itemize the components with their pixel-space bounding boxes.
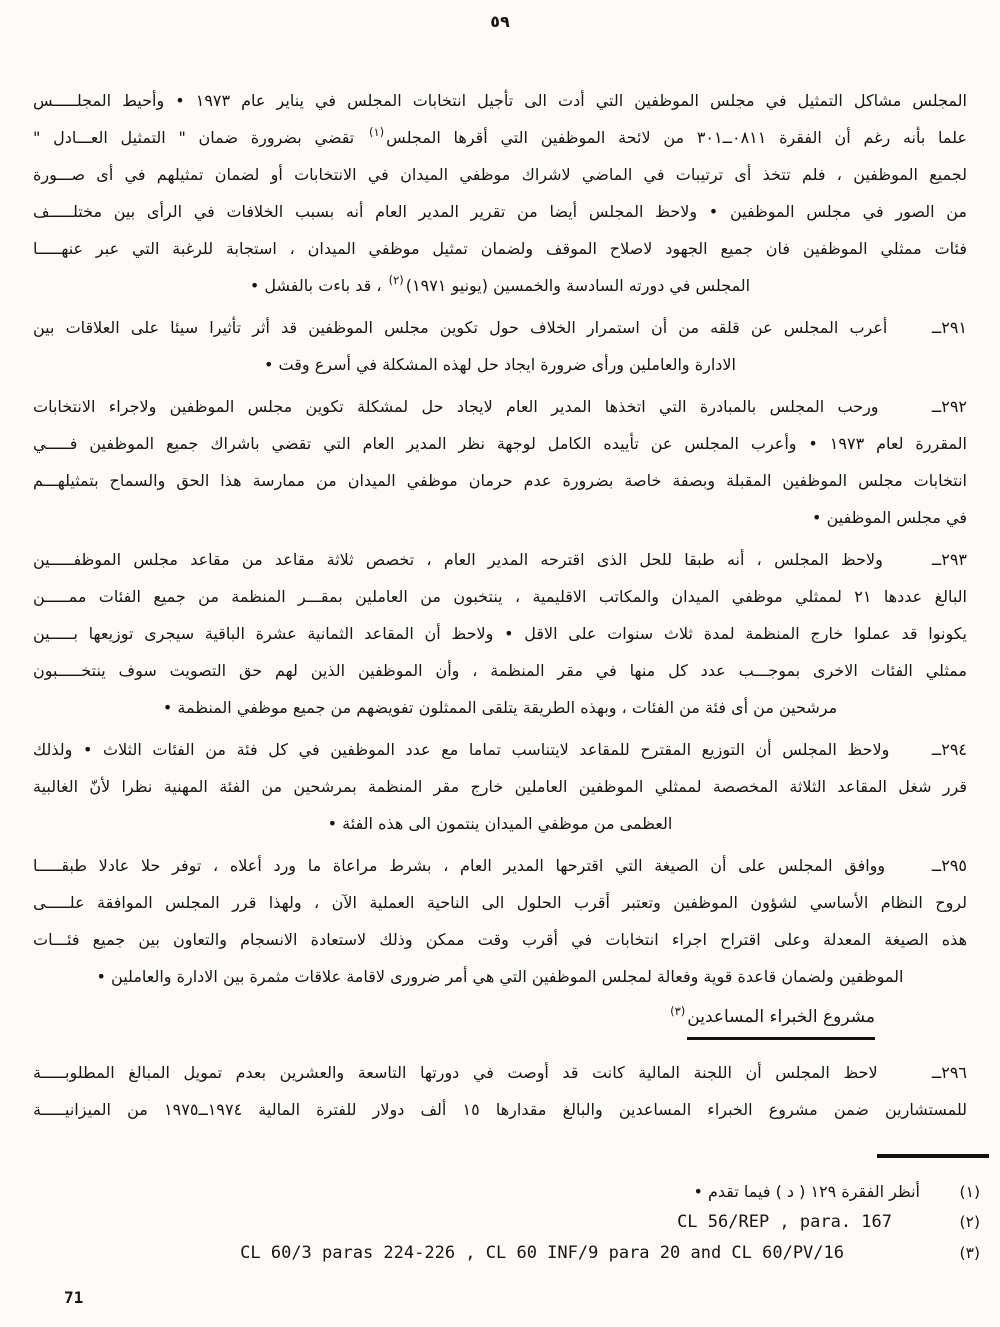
- text-line: البالغ عددها ٢١ لممثلي موظفي الميدان والمكاتب الاقليمية ، ينتخبون من العاملين بمقـــر المنظمة من جميع الفئات ممـــــن: [33, 587, 968, 606]
- text-line: في مجلس الموظفين •: [812, 508, 967, 527]
- text-segment: تقضي بضرورة ضمان " التمثيل العـــادل ": [33, 128, 367, 147]
- text-segment: ، قد باءت بالفشل •: [249, 276, 387, 295]
- text-line: ٢٩٦ــ لاحظ المجلس أن اللجنة المالية كانت قد أوصت في دورتها التاسعة والعشرين بعدم تمويل المبالغ المطلوبـــــة: [33, 1063, 967, 1082]
- text-line: ٢٩٥ــ ووافق المجلس على أن الصيغة التي اقترحها المدير العام ، بشرط مراعاة ما ورد أعلاه ، توفر حلا عادلا طبقـــــا: [33, 856, 967, 875]
- text-segment: علما بأنه رغم أن الفقرة ٠٨١١ــ٣٠١ من لائحة الموظفين التي أقرها المجلس: [386, 128, 968, 147]
- paragraph-295: [33, 847, 967, 995]
- text-line: انتخابات مجلس الموظفين المقبلة وبصفة خاصة بضرورة عدم حرمان موظفي الميدان من ممارسة هذا الحق والسماح بتمثيلهـــم: [33, 471, 967, 490]
- paragraph-291: [33, 309, 967, 383]
- text-line: مرشحين من أى فئة من الفئات ، وبهذه الطريقة يتلقى الممثلون تفويضهم من جميع موظفي المنظمة •: [162, 698, 838, 717]
- text-line: الموظفين ولضمان قاعدة قوية وفعالة لمجلس الموظفين التي هي أمر ضرورى لاقامة علاقات مثمرة بين الادارة والعاملين •: [96, 967, 904, 986]
- text-line: من الصور في مجلس الموظفين • ولاحظ المجلس أيضا من تقرير المدير العام أنه بسبب الخلافات في الرأى بين مختلـــــف: [33, 202, 967, 221]
- text-line: العظمى من موظفي الميدان ينتمون الى هذه الفئة •: [327, 814, 673, 833]
- text-line: ٢٩١ــ أعرب المجلس عن قلقه من أن استمرار الخلاف حول تكوين مجلس الموظفين قد أثر تأثيرا سيئا على العلاقات بين: [33, 318, 967, 337]
- footnote-ref-2: (٢): [388, 273, 404, 287]
- paragraph-296: [33, 1054, 967, 1128]
- text-line: المجلس مشاكل التمثيل في مجلس الموظفين التي أدت الى تأجيل انتخابات المجلس في يناير عام ١٩٧٣ • وأحيط المجلـــــس: [33, 91, 967, 110]
- paragraph-292: [33, 388, 967, 536]
- text-line: ٢٩٤ــ ولاحظ المجلس أن التوزيع المقترح للمقاعد لايتناسب تماما مع عدد الموظفين في كل فئة من الفئات الثلاث • ولذلك: [33, 740, 967, 759]
- footnote-ref-1: (١): [368, 125, 385, 139]
- paragraph-continuation: [33, 82, 967, 304]
- text-line: [33, 267, 967, 304]
- text-line: ممثلي الفئات الاخرى بموجـــب عدد كل منها في مقر المنظمة ، وأن الموظفين الذين لهم حق التصويت سوف ينتخـــــبون: [33, 661, 967, 680]
- footnote-separator: [877, 1154, 989, 1158]
- footnote-3-text: CL 60/3 paras 224-226 , CL 60 INF/9 para 20 and CL 60/PV/16: [240, 1243, 844, 1263]
- text-segment: المجلس في دورته السادسة والخمسين (يونيو ١٩٧١): [405, 276, 751, 295]
- paragraph-294: [33, 731, 967, 842]
- text-line: فئات ممثلي الموظفين فان جميع الجهود لاصلاح الموقف ولضمان تمثيل موظفي الميدان ، استجابة للرغبة التي عبر عنهـــــا: [33, 239, 967, 258]
- section-heading: [33, 1000, 967, 1040]
- footnote-1: [33, 1176, 980, 1207]
- footnote-3: [33, 1238, 980, 1269]
- page-number-bottom: 71: [64, 1288, 84, 1307]
- text-line: ٢٩٣ــ ولاحظ المجلس ، أنه طبقا للحل الذى اقترحه المدير العام ، تخصص ثلاثة مقاعد من مقاعد مجلس الموظفـــــين: [33, 550, 967, 569]
- text-line: ٢٩٢ــ ورحب المجلس بالمبادرة التي اتخذها المدير العام لايجاد حل لمشكلة تكوين مجلس الموظفين ولاجراء الانتخابات: [33, 397, 967, 416]
- paragraph-293: [33, 541, 967, 726]
- text-line: لجميع الموظفين ، فلم تتخذ أى ترتيبات في الماضي لاشراك موظفي الميدان في الانتخابات أو لضمان تمثيلهم في أى صـــورة: [33, 165, 967, 184]
- text-line: [33, 119, 967, 156]
- text-line: يكونوا قد عملوا خارج المنظمة لمدة ثلاث سنوات على الاقل • ولاحظ أن المقاعد الثمانية عشرة الباقية سيجرى توزيعها بـــــين: [33, 624, 967, 643]
- footnote-1-marker: (١): [959, 1183, 980, 1201]
- text-line: هذه الصيغة المعدلة وعلى اقتراح اجراء انتخابات في أقرب وقت ممكن وذلك لاستعادة الانسجام والتعاون بين جميع فئـــات: [33, 930, 967, 949]
- text-line: للمستشارين ضمن مشروع الخبراء المساعدين والبالغ مقدارها ١٥ ألف دولار للفترة المالية ١٩٧٤ــ١٩٧٥ من الميزانيـــــة: [33, 1100, 968, 1119]
- footnotes-block: [33, 1176, 980, 1269]
- footnote-ref-3: (٣): [670, 1004, 686, 1018]
- text-line: المقررة لعام ١٩٧٣ • وأعرب المجلس عن تأييده الكامل لوجهة نظر المدير العام التي تقضي باشراك جميع الموظفين فـــــي: [33, 434, 968, 453]
- text-line: لروح النظام الأساسي لشؤون الموظفين وتعتبر أقرب الحلول الى الناحية العملية الآن ، ولهذا قرر المجلس الموافقة علـــــى: [33, 893, 967, 912]
- page-number-top: ٥٩: [490, 12, 510, 31]
- footnote-3-marker: (٣): [959, 1244, 980, 1262]
- text-line: الادارة والعاملين ورأى ضرورة ايجاد حل لهذه المشكلة في أسرع وقت •: [264, 355, 736, 374]
- footnote-2: [33, 1207, 980, 1238]
- text-line: قرر شغل المقاعد الثلاثة المخصصة لممثلي الموظفين العاملين خارج مقر المنظمة بمرشحين من الفئة المهنية نظرا لأنّ الغالبية: [33, 777, 967, 796]
- footnote-1-text: أنظر الفقرة ١٢٩ ( د ) فيما تقدم •: [693, 1182, 920, 1201]
- document-body: [33, 82, 967, 1133]
- footnote-2-marker: (٢): [959, 1213, 980, 1231]
- section-heading-text: مشروع الخبراء المساعدين: [687, 1000, 875, 1040]
- footnote-2-text: CL 56/REP , para. 167: [677, 1212, 892, 1232]
